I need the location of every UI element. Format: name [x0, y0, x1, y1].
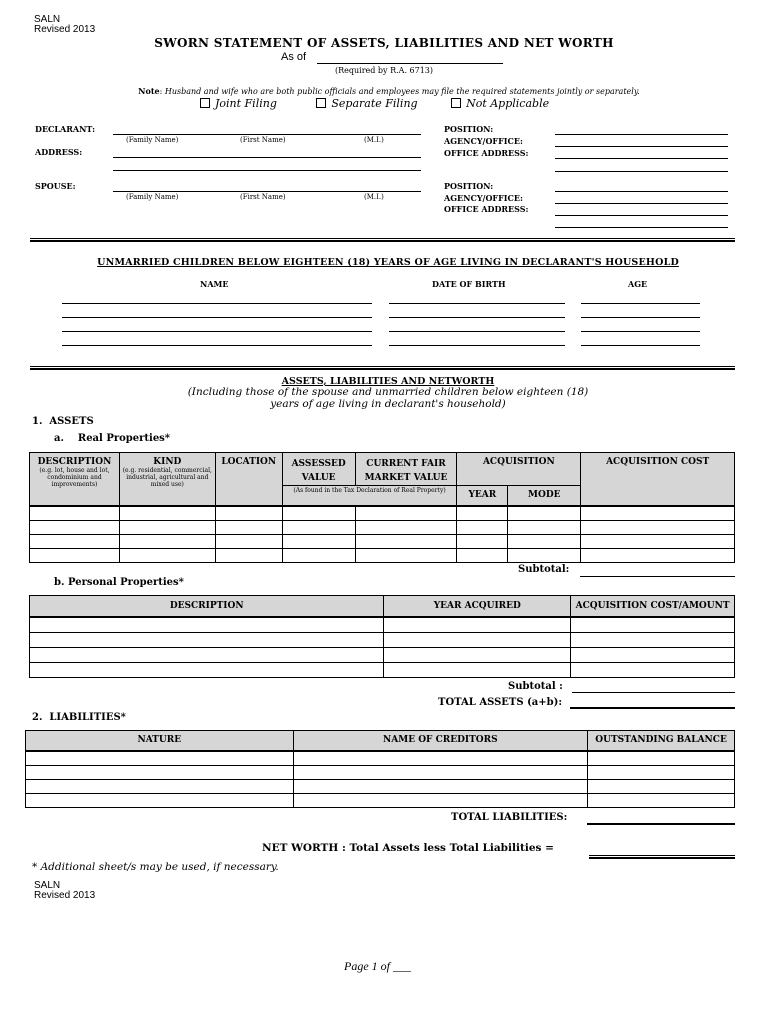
personal-col-description: DESCRIPTION	[30, 596, 384, 617]
alnw-subtitle-2: years of age living in declarant's household)	[270, 398, 506, 410]
as-of-line[interactable]	[317, 63, 503, 64]
section-divider	[30, 366, 735, 370]
declarant-position-label: POSITION:	[444, 124, 494, 134]
spouse-office-address-line-1[interactable]	[555, 215, 728, 216]
child-dob-line[interactable]	[389, 331, 565, 332]
footnote: * Additional sheet/s may be used, if necessary.	[32, 861, 279, 873]
real-col-description: DESCRIPTION (e.g. lot, house and lot, condominium and improvements)	[30, 453, 120, 506]
table-row[interactable]	[26, 794, 735, 808]
real-col-kind: KIND (e.g. residential, commercial, industrial, agricultural and mixed use)	[119, 453, 215, 506]
children-title: UNMARRIED CHILDREN BELOW EIGHTEEN (18) YEARS OF AGE LIVING IN DECLARANT'S HOUSEHOLD	[97, 257, 679, 268]
declarant-office-address-label: OFFICE ADDRESS:	[444, 148, 529, 158]
declarant-first-name-caption: (First Name)	[240, 136, 286, 144]
note-text: Husband and wife who are both public officials and employees may file the required statements jointly or separately.	[164, 87, 640, 96]
real-col-year: YEAR	[457, 486, 508, 506]
table-row[interactable]	[30, 648, 735, 663]
declarant-family-name-caption: (Family Name)	[126, 136, 179, 144]
net-worth-line[interactable]	[589, 855, 735, 859]
table-row[interactable]	[30, 506, 735, 521]
note: Note: Husband and wife who are both public officials and employees may file the required statements jointly or separately.	[138, 86, 640, 96]
footer-revision: Revised 2013	[34, 890, 96, 901]
real-col-current-fair-note: (As found in the Tax Declaration of Real Property)	[282, 486, 457, 506]
spouse-position-label: POSITION:	[444, 181, 494, 191]
section-divider	[30, 238, 735, 242]
total-assets-line[interactable]	[570, 707, 735, 709]
declarant-office-address-line-1[interactable]	[555, 158, 728, 159]
real-col-mode: MODE	[508, 486, 581, 506]
net-worth-label: NET WORTH : Total Assets less Total Liabilities =	[262, 842, 554, 854]
filing-options	[200, 97, 549, 110]
spouse-office-address-line-2[interactable]	[555, 227, 728, 228]
spouse-label: SPOUSE:	[35, 181, 76, 191]
personal-col-cost: ACQUISITION COST/AMOUNT	[571, 596, 735, 617]
liab-col-nature: NATURE	[26, 731, 294, 751]
real-properties-table	[29, 452, 735, 563]
real-properties-heading: a. Real Properties*	[54, 433, 171, 444]
spouse-position-line[interactable]	[555, 191, 728, 192]
spouse-agency-line[interactable]	[555, 203, 728, 204]
children-col-dob: DATE OF BIRTH	[432, 279, 506, 289]
children-col-age: AGE	[628, 279, 648, 289]
spouse-office-address-label: OFFICE ADDRESS:	[444, 204, 529, 214]
spouse-family-name-caption: (Family Name)	[126, 193, 179, 201]
note-label: Note	[138, 86, 160, 96]
joint-filing-option[interactable]: Joint Filing	[200, 97, 277, 110]
real-subtotal-line[interactable]	[580, 576, 735, 577]
declarant-position-line[interactable]	[555, 134, 728, 135]
real-col-location: LOCATION	[215, 453, 282, 506]
address-line-1[interactable]	[113, 157, 421, 158]
declarant-name-line[interactable]	[113, 134, 421, 135]
child-age-line[interactable]	[581, 317, 700, 318]
child-age-line[interactable]	[581, 331, 700, 332]
table-row[interactable]	[26, 780, 735, 794]
as-of-label: As of	[281, 51, 307, 63]
table-row[interactable]	[30, 633, 735, 648]
checkbox-icon[interactable]	[316, 98, 326, 108]
child-dob-line[interactable]	[389, 303, 565, 304]
table-row[interactable]	[26, 766, 735, 780]
table-row[interactable]	[30, 617, 735, 633]
declarant-agency-line[interactable]	[555, 146, 728, 147]
liab-col-creditors: NAME OF CREDITORS	[293, 731, 588, 751]
personal-properties-heading: b. Personal Properties*	[54, 577, 184, 588]
declarant-mi-caption: (M.I.)	[364, 136, 384, 144]
total-assets-label: TOTAL ASSETS (a+b):	[438, 697, 563, 708]
table-row[interactable]	[30, 535, 735, 549]
not-applicable-option[interactable]: Not Applicable	[451, 97, 549, 110]
child-name-line[interactable]	[62, 345, 372, 346]
child-name-line[interactable]	[62, 331, 372, 332]
alnw-title: ASSETS, LIABILITIES AND NETWORTH	[281, 376, 495, 387]
liab-col-balance: OUTSTANDING BALANCE	[588, 731, 735, 751]
personal-subtotal-label: Subtotal :	[508, 681, 563, 692]
liabilities-heading: 2. LIABILITIES*	[32, 712, 126, 723]
separate-filing-option[interactable]: Separate Filing	[316, 97, 417, 110]
declarant-agency-label: AGENCY/OFFICE:	[444, 136, 523, 146]
child-name-line[interactable]	[62, 317, 372, 318]
page-title: SWORN STATEMENT OF ASSETS, LIABILITIES AND NET WORTH	[154, 36, 614, 50]
address-label: ADDRESS:	[35, 147, 83, 157]
real-col-current-fair: CURRENT FAIR MARKET VALUE	[355, 453, 457, 486]
spouse-agency-label: AGENCY/OFFICE:	[444, 193, 523, 203]
table-row[interactable]	[26, 751, 735, 766]
checkbox-icon[interactable]	[451, 98, 461, 108]
table-row[interactable]	[30, 521, 735, 535]
spouse-mi-caption: (M.I.)	[364, 193, 384, 201]
declarant-label: DECLARANT:	[35, 124, 96, 134]
assets-heading: 1. ASSETS	[32, 416, 94, 427]
child-name-line[interactable]	[62, 303, 372, 304]
real-col-assessed: ASSESSED VALUE	[282, 453, 355, 486]
real-col-acq-cost: ACQUISITION COST	[581, 453, 735, 506]
total-liabilities-line[interactable]	[587, 823, 735, 825]
personal-subtotal-line[interactable]	[572, 692, 735, 693]
child-age-line[interactable]	[581, 303, 700, 304]
personal-col-year: YEAR ACQUIRED	[384, 596, 571, 617]
alnw-subtitle-1: (Including those of the spouse and unmarried children below eighteen (18)	[187, 386, 589, 398]
declarant-office-address-line-2[interactable]	[555, 171, 728, 172]
footer-form-code: SALN	[34, 880, 61, 891]
form-revision: Revised 2013	[34, 24, 96, 35]
table-row[interactable]	[30, 549, 735, 563]
form-code: SALN	[34, 14, 61, 25]
children-col-name: NAME	[200, 279, 229, 289]
real-subtotal-label: Subtotal:	[518, 564, 570, 575]
page-number: Page 1 of ___	[344, 959, 411, 973]
liabilities-table	[25, 730, 735, 808]
personal-properties-table	[29, 595, 735, 678]
total-liabilities-label: TOTAL LIABILITIES:	[451, 812, 568, 823]
spouse-first-name-caption: (First Name)	[240, 193, 286, 201]
spouse-name-line[interactable]	[113, 191, 421, 192]
checkbox-icon[interactable]	[200, 98, 210, 108]
required-by: (Required by R.A. 6713)	[334, 66, 434, 75]
child-dob-line[interactable]	[389, 345, 565, 346]
real-col-acquisition: ACQUISITION	[457, 453, 581, 486]
child-age-line[interactable]	[581, 345, 700, 346]
table-row[interactable]	[30, 663, 735, 678]
child-dob-line[interactable]	[389, 317, 565, 318]
address-line-2[interactable]	[113, 170, 421, 171]
